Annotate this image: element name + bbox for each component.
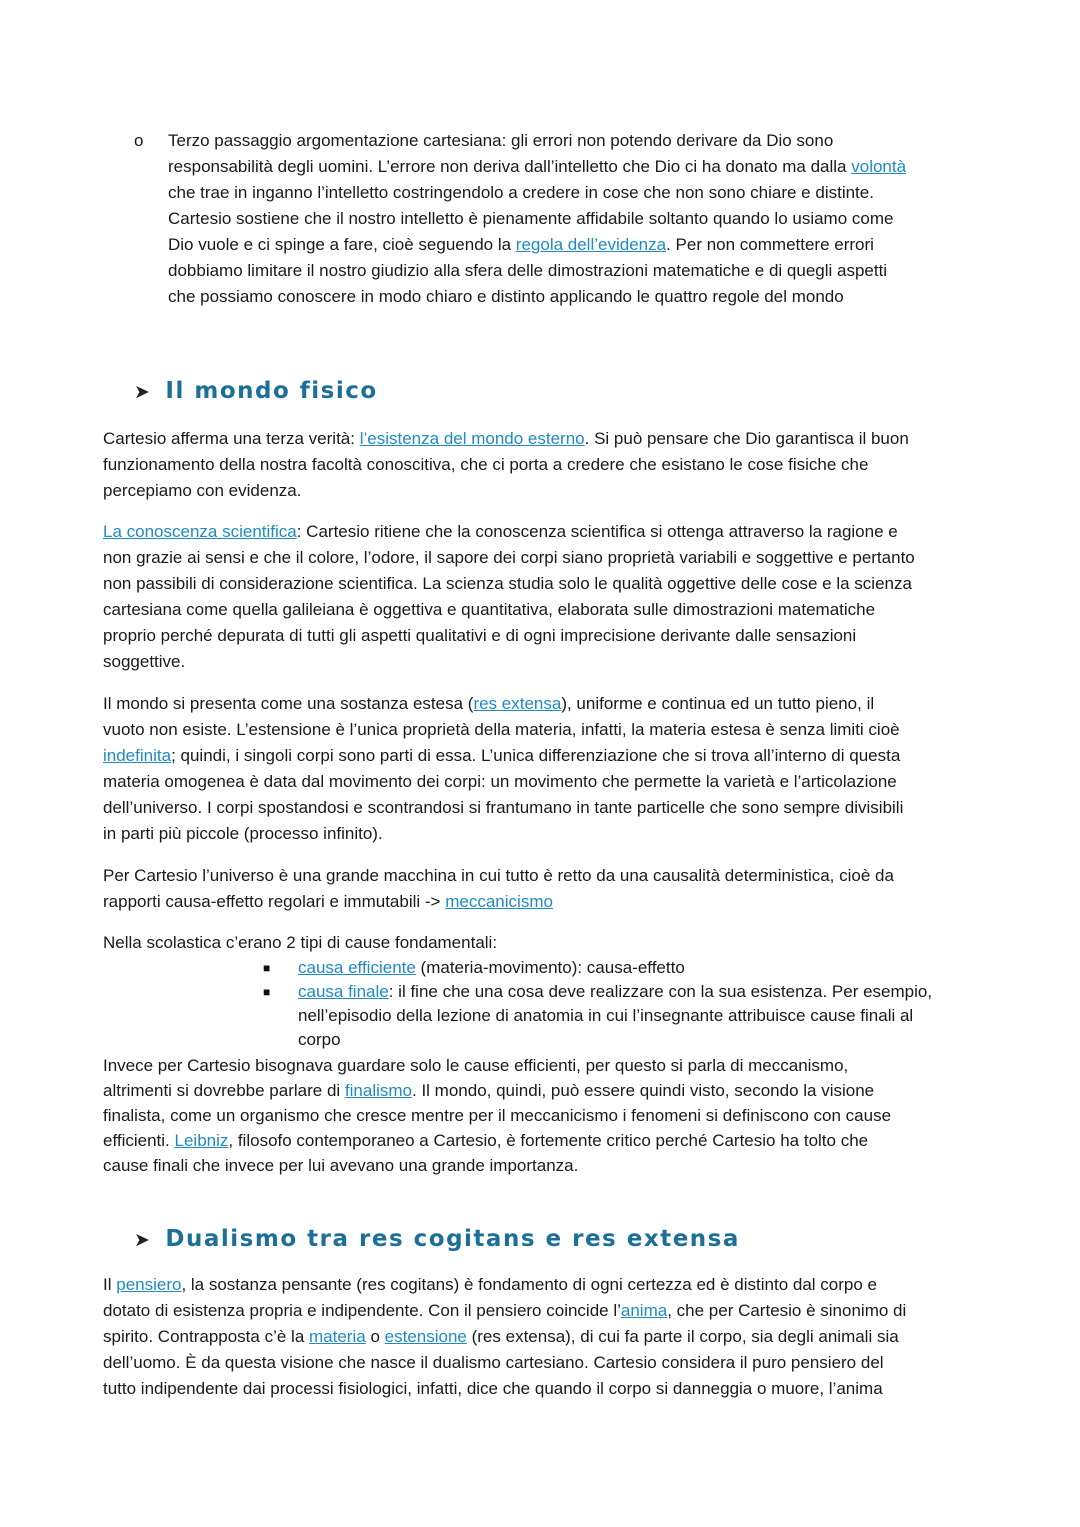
link-causa-efficiente[interactable]: causa efficiente: [298, 958, 416, 977]
list-item-causa-efficiente: causa efficiente (materia-movimento): causa-effetto: [298, 958, 685, 977]
circle-bullet-icon: o: [134, 131, 144, 150]
link-finalismo[interactable]: finalismo: [344, 1081, 412, 1100]
link-esistenza-mondo[interactable]: l’esistenza del mondo esterno: [359, 429, 585, 448]
paragraph-meccanicismo: Per Cartesio l’universo è una grande macchina in cui tutto è retto da una causalità deterministica, cioè da rapporti causa-effetto regolari e immutabili -> meccanicismo: [103, 866, 894, 911]
arrow-bullet-icon: ➤: [134, 1229, 152, 1251]
intro-paragraph: Terzo passaggio argomentazione cartesiana: gli errori non potendo derivare da Dio sono responsabilità degli uomini. L’errore non deriva dall’intelletto che Dio ci ha donato ma dalla volontà che trae in inganno l’intelletto costringendolo a credere in cose che non sono chiare e distinte. Cartesio sostiene che il nostro intelletto è pienamente affidabile soltanto quando lo usiamo come Dio vuole e ci spinge a fare, cioè seguendo la regola dell’evidenza. Per non commettere errori dobbiamo limitare il nostro giudizio alla sfera delle dimostrazioni matematiche e di quegli aspetti che possiamo conoscere in modo chiaro e distinto applicando le quattro regole del mondo: [168, 131, 907, 306]
link-pensiero[interactable]: pensiero: [116, 1275, 182, 1294]
paragraph-dualismo: Il pensiero, la sostanza pensante (res cogitans) è fondamento di ogni certezza ed è distinto dal corpo e dotato di esistenza propria e indipendente. Con il pensiero coincide l’anima, che per Cartesio è sinonimo di spirito. Contrapposta c’è la materia o estensione (res extensa), di cui fa parte il corpo, sia degli animali sia dell’uomo. È da questa visione che nasce il dualismo cartesiano. Cartesio considera il puro pensiero del tutto indipendente dai processi fisiologici, infatti, dice che quando il corpo si danneggia o muore, l’anima: [103, 1275, 907, 1398]
square-bullet-icon: ■: [263, 961, 271, 975]
paragraph-scolastica: Nella scolastica c’erano 2 tipi di cause fondamentali:: [103, 933, 498, 952]
arrow-bullet-icon: ➤: [134, 381, 152, 403]
link-indefinita[interactable]: indefinita: [103, 746, 172, 765]
paragraph-terza-verita: Cartesio afferma una terza verità: l’esistenza del mondo esterno. Si può pensare che Dio garantisca il buon funzionamento della nostra facoltà conoscitiva, che ci porta a credere che esistano le cose fisiche che percepiamo con evidenza.: [103, 429, 909, 500]
paragraph-conoscenza-scientifica: La conoscenza scientifica: Cartesio ritiene che la conoscenza scientifica si ottenga attraverso la ragione e non grazie ai sensi e che il colore, l’odore, il sapore dei corpi siano proprietà variabili e soggettive e pertanto non passibili di considerazione scientifica. La scienza studia solo le qualità oggettive delle cose e la scienza cartesiana come quella galileiana è oggettiva e quantitativa, elaborata sulle dimostrazioni matematiche proprio perché depurata di tutti gli aspetti qualitativi e di ogni imprecisione derivante dalle sensazioni soggettive.: [103, 522, 915, 671]
link-res-extensa[interactable]: res extensa: [473, 694, 562, 713]
link-materia[interactable]: materia: [309, 1327, 366, 1346]
section-heading-dualismo: ➤ Dualismo tra res cogitans e res extensa: [134, 1226, 740, 1252]
link-meccanicismo[interactable]: meccanicismo: [445, 892, 553, 911]
link-leibniz[interactable]: Leibniz: [174, 1131, 229, 1150]
paragraph-res-extensa: Il mondo si presenta come una sostanza estesa (res extensa), uniforme e continua ed un tutto pieno, il vuoto non esiste. L’estensione è l’unica proprietà della materia, infatti, la materia estesa è senza limiti cioè indefinita; quindi, i singoli corpi sono parti di essa. L’unica differenziazione che si trova all’interno di questa materia omogenea è data dal movimento dei corpi: un movimento che permette la varietà e l’articolazione dell’universo. I corpi spostandosi e scontrandosi si frantumano in tante particelle che sono sempre divisibili in parti più piccole (processo infinito).: [103, 694, 904, 843]
section-heading-mondo-fisico: ➤ Il mondo fisico: [134, 378, 378, 404]
link-anima[interactable]: anima: [620, 1301, 668, 1320]
link-estensione[interactable]: estensione: [384, 1327, 467, 1346]
link-causa-finale[interactable]: causa finale: [298, 982, 389, 1001]
link-regola-evidenza[interactable]: regola dell’evidenza: [515, 235, 667, 254]
list-item-causa-finale: causa finale: il fine che una cosa deve realizzare con la sua esistenza. Per esempio, nell’episodio della lezione di anatomia in cui l’insegnante attribuisce cause finali al corpo: [298, 982, 933, 1049]
link-volonta[interactable]: volontà: [851, 157, 907, 176]
link-conoscenza-scientifica[interactable]: La conoscenza scientifica: [103, 522, 297, 541]
square-bullet-icon: ■: [263, 985, 271, 999]
paragraph-finalismo: Invece per Cartesio bisognava guardare solo le cause efficienti, per questo si parla di meccanismo, altrimenti si dovrebbe parlare di finalismo. Il mondo, quindi, può essere quindi visto, secondo la visione finalista, come un organismo che cresce mentre per il meccanicismo i fenomeni si definiscono con cause efficienti. Leibniz, filosofo contemporaneo a Cartesio, è fortemente critico perché Cartesio ha tolto che cause finali che invece per lui avevano una grande importanza.: [103, 1056, 892, 1175]
